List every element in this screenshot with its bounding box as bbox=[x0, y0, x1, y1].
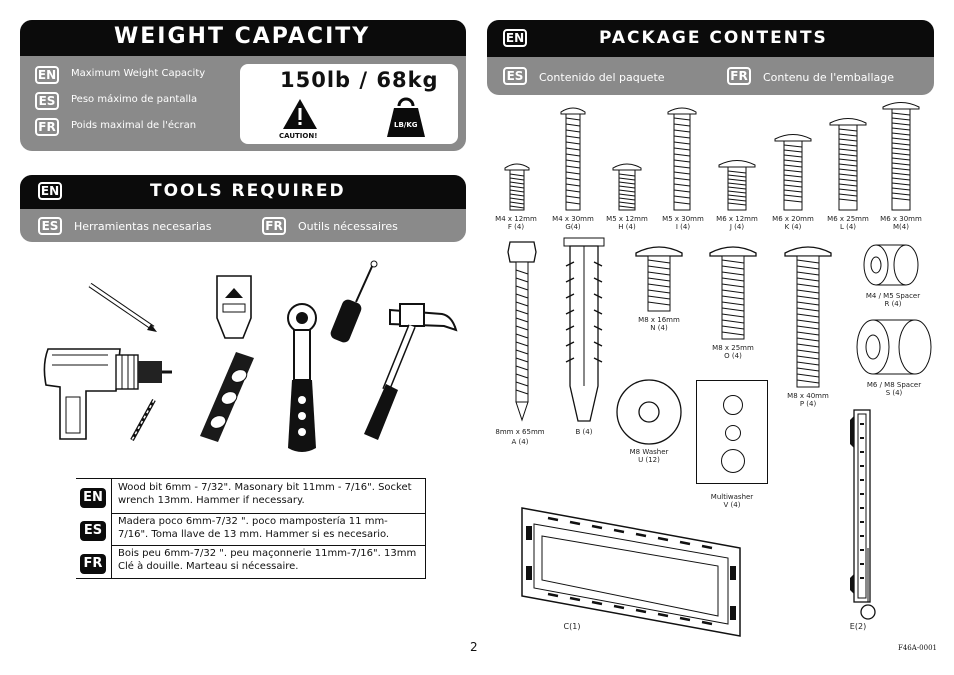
tools-lang-badge-fr: FR bbox=[262, 217, 286, 235]
spacer-s-code: S (4) bbox=[885, 389, 903, 397]
notes-divider-1 bbox=[112, 513, 425, 514]
washer-icon bbox=[615, 378, 683, 446]
tools-lang-badge-en: EN bbox=[38, 182, 62, 200]
screw-k-size: M6 x 20mm bbox=[772, 215, 814, 223]
washer-name: M8 Washer bbox=[629, 448, 669, 456]
screw-f-size: M4 x 12mm bbox=[495, 215, 537, 223]
bolt-o-code: O (4) bbox=[724, 352, 742, 360]
tools-required-title: TOOLS REQUIRED bbox=[150, 181, 346, 201]
tools-required-panel bbox=[20, 175, 466, 242]
tools-label-es: Herramientas necesarias bbox=[74, 220, 212, 233]
multiwasher-icon bbox=[696, 380, 768, 484]
page-number: 2 bbox=[470, 640, 478, 654]
package-lang-badge-en: EN bbox=[503, 29, 527, 47]
package-lang-badge-es: ES bbox=[503, 67, 527, 85]
weight-value-box bbox=[240, 64, 458, 144]
weight-label-fr: Poids maximal de l'écran bbox=[71, 120, 197, 131]
spacer-s-icon bbox=[855, 316, 935, 378]
weight-label-es: Peso máximo de pantalla bbox=[71, 94, 198, 105]
lang-badge-es: ES bbox=[35, 92, 59, 110]
lag-bolt-size: 8mm x 65mm bbox=[495, 428, 545, 436]
pencil-icon bbox=[85, 280, 165, 340]
lag-bolt-code: A (4) bbox=[511, 438, 529, 446]
bolt-n-size: M8 x 16mm bbox=[638, 316, 680, 324]
screw-f-code: F (4) bbox=[507, 223, 525, 231]
weight-icon bbox=[386, 96, 426, 138]
bolt-o-icon bbox=[708, 241, 758, 341]
washer-code: U (12) bbox=[638, 456, 660, 464]
multiwasher-name: Multiwasher bbox=[710, 493, 754, 501]
screw-l-icon bbox=[829, 114, 867, 212]
screw-h-size: M5 x 12mm bbox=[606, 215, 648, 223]
screw-g-code: G(4) bbox=[565, 223, 581, 231]
screw-i-size: M5 x 30mm bbox=[662, 215, 704, 223]
weight-value: 150lb / 68kg bbox=[280, 68, 439, 92]
bolt-o-size: M8 x 25mm bbox=[712, 344, 754, 352]
socket-wrench-icon bbox=[280, 298, 326, 456]
lag-bolt-icon bbox=[506, 240, 538, 422]
tools-label-fr: Outils nécessaires bbox=[298, 220, 398, 233]
screw-i-code: I (4) bbox=[675, 223, 691, 231]
document-code: F46A-0001 bbox=[898, 644, 937, 652]
weight-capacity-panel bbox=[20, 20, 466, 151]
drill-bit-icon bbox=[128, 398, 158, 443]
multiwasher-code: V (4) bbox=[723, 501, 741, 509]
screw-m-code: M(4) bbox=[893, 223, 909, 231]
bolt-n-code: N (4) bbox=[650, 324, 668, 332]
weight-capacity-title: WEIGHT CAPACITY bbox=[114, 24, 371, 49]
spacer-r-icon bbox=[862, 241, 922, 291]
screw-j-icon bbox=[718, 156, 756, 212]
bolt-p-icon bbox=[783, 241, 833, 389]
screw-l-code: L (4) bbox=[839, 223, 857, 231]
package-label-fr: Contenu de l'emballage bbox=[763, 71, 895, 84]
wall-plate-code: C(1) bbox=[563, 622, 581, 631]
notes-divider-2 bbox=[112, 545, 425, 546]
notes-lang-badge-en: EN bbox=[80, 488, 106, 508]
lang-badge-fr: FR bbox=[35, 118, 59, 136]
notes-lang-badge-fr: FR bbox=[80, 554, 106, 574]
screw-m-icon bbox=[882, 98, 920, 212]
screw-i-icon bbox=[667, 104, 697, 212]
bolt-p-size: M8 x 40mm bbox=[787, 392, 829, 400]
screw-h-code: H (4) bbox=[618, 223, 636, 231]
package-label-es: Contenido del paquete bbox=[539, 71, 665, 84]
wall-plate-icon bbox=[518, 506, 744, 638]
tv-bracket-icon bbox=[846, 408, 880, 622]
spacer-r-name: M4 / M5 Spacer bbox=[865, 292, 921, 300]
weight-icon-label: LB/KG bbox=[394, 121, 418, 129]
tv-bracket-code: E(2) bbox=[849, 622, 867, 631]
caution-label: CAUTION! bbox=[279, 132, 318, 140]
bolt-n-icon bbox=[634, 241, 684, 313]
wall-anchor-icon bbox=[560, 236, 608, 426]
screw-k-icon bbox=[774, 130, 812, 212]
bolt-p-code: P (4) bbox=[799, 400, 817, 408]
spacer-s-name: M6 / M8 Spacer bbox=[866, 381, 922, 389]
spacer-r-code: R (4) bbox=[884, 300, 902, 308]
wall-anchor-code: B (4) bbox=[575, 428, 593, 436]
lang-badge-en: EN bbox=[35, 66, 59, 84]
hammer-icon bbox=[360, 300, 460, 445]
screw-g-icon bbox=[560, 104, 586, 212]
level-icon bbox=[196, 350, 256, 445]
package-contents-title: PACKAGE CONTENTS bbox=[599, 28, 828, 48]
notes-text-en: Wood bit 6mm - 7/32". Masonary bit 11mm - 7/16". Socket wrench 13mm. Hammer if necessary. bbox=[118, 482, 412, 506]
notes-text-es: Madera poco 6mm-7/32 ". poco mampostería 11 mm-7/16". Toma llave de 13 mm. Hammer si es necesario. bbox=[118, 516, 390, 540]
weight-label-en: Maximum Weight Capacity bbox=[71, 68, 206, 79]
screw-j-size: M6 x 12mm bbox=[716, 215, 758, 223]
notes-text-fr: Bois peu 6mm-7/32 ". peu maçonnerie 11mm-7/16". 13mm Clé à douille. Marteau si nécessaire. bbox=[118, 548, 417, 572]
screw-f-icon bbox=[504, 160, 530, 212]
package-contents-panel bbox=[487, 20, 934, 95]
screw-g-size: M4 x 30mm bbox=[552, 215, 594, 223]
tools-notes-table bbox=[76, 478, 426, 579]
screw-j-code: J (4) bbox=[729, 223, 745, 231]
tools-lang-badge-es: ES bbox=[38, 217, 62, 235]
screw-m-size: M6 x 30mm bbox=[880, 215, 922, 223]
stud-finder-icon bbox=[213, 272, 255, 342]
notes-lang-badge-es: ES bbox=[80, 521, 106, 541]
screw-l-size: M6 x 25mm bbox=[827, 215, 869, 223]
caution-icon bbox=[282, 98, 318, 130]
screw-k-code: K (4) bbox=[784, 223, 802, 231]
package-lang-badge-fr: FR bbox=[727, 67, 751, 85]
screw-h-icon bbox=[612, 160, 642, 212]
